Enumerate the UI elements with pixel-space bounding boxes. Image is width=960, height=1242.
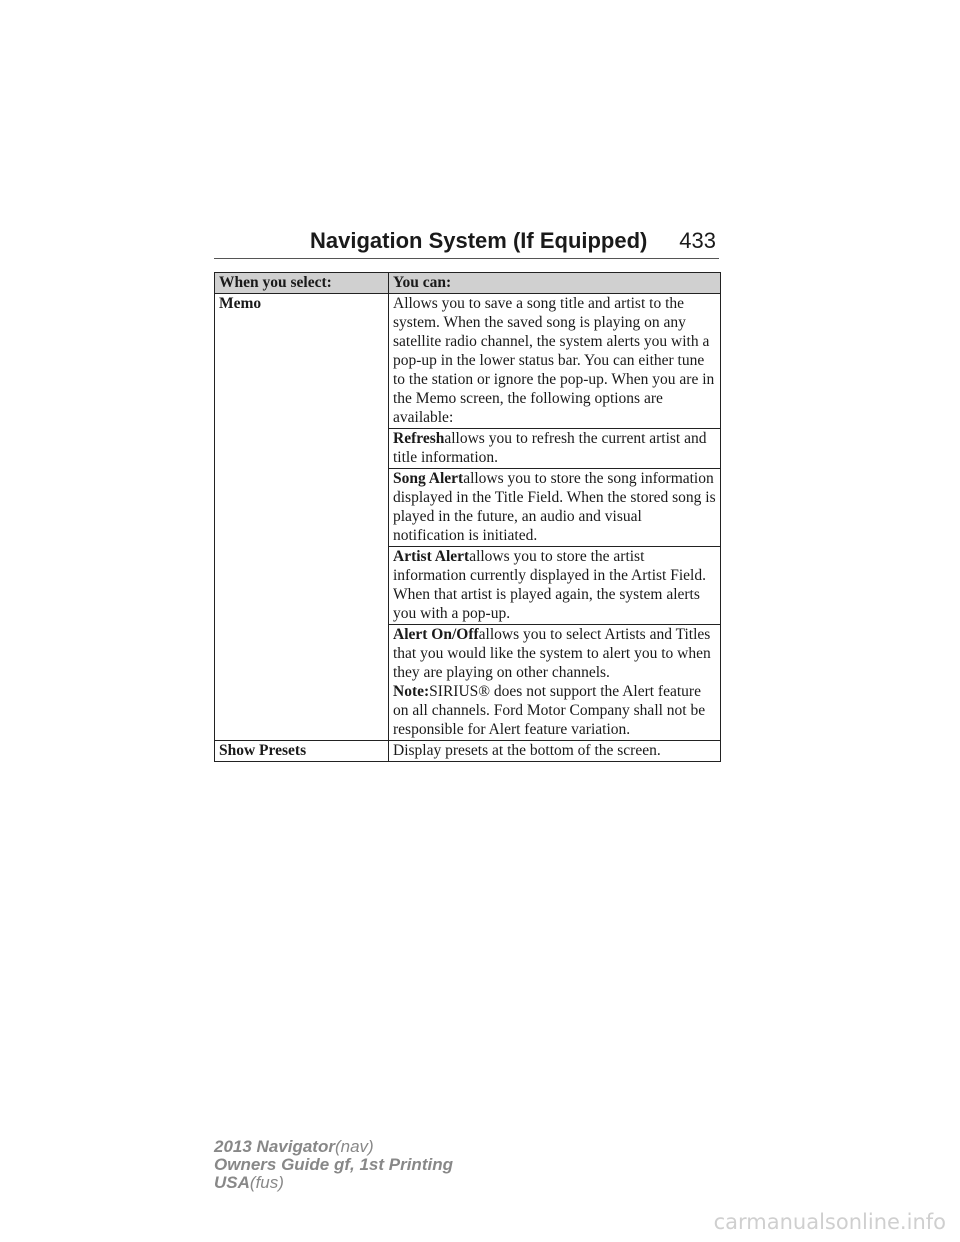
document-footer [214, 1138, 453, 1192]
option-term: Artist Alert [393, 548, 470, 565]
row-label-memo: Memo [215, 294, 389, 741]
option-song-alert [389, 469, 721, 547]
alert-on-off-text [393, 625, 717, 682]
watermark-text: carmanualsonline.info [713, 1210, 946, 1234]
footer-line-region [214, 1174, 453, 1192]
footer-line-model [214, 1138, 453, 1156]
alert-note [393, 682, 717, 739]
option-term: Alert On/Off [393, 626, 479, 643]
column-header-action: You can: [389, 273, 721, 294]
options-table [214, 272, 721, 762]
option-text: allows you to select Artists and Titles that you would like the system to alert you to when they are playing on other channels. [393, 626, 711, 681]
table-row-show-presets [215, 741, 721, 762]
option-term: Refresh [393, 430, 445, 447]
page-number: 433 [679, 228, 716, 253]
footer-region-code: (fus) [249, 1173, 284, 1192]
option-text: allows you to store the artist information currently displayed in the Artist Field. When that artist is played again, the system alerts you with a pop-up. [393, 548, 706, 622]
page-title: Navigation System (If Equipped) [310, 228, 648, 253]
option-alert-on-off [389, 625, 721, 741]
row-label-show-presets: Show Presets [215, 741, 389, 762]
page-header [214, 226, 719, 259]
footer-region: USA [214, 1173, 250, 1192]
show-presets-description: Display presets at the bottom of the screen. [389, 741, 721, 762]
footer-model-code: (nav) [334, 1137, 374, 1156]
option-text: allows you to store the song information displayed in the Title Field. When the stored song is played in the future, an audio and visual notification is initiated. [393, 470, 716, 544]
table-header-row [215, 273, 721, 294]
note-text: SIRIUS® does not support the Alert feature on all channels. Ford Motor Company shall not be responsible for Alert feature variation. [393, 683, 706, 738]
footer-model: 2013 Navigator [214, 1137, 335, 1156]
memo-description: Allows you to save a song title and artist to the system. When the saved song is playing on any satellite radio channel, the system alerts you with a pop-up in the lower status bar. You can either tune to the station or ignore the pop-up. When you are in the Memo screen, the following options are available: [389, 294, 721, 429]
option-term: Song Alert [393, 470, 464, 487]
option-text: allows you to refresh the current artist and title information. [393, 430, 707, 466]
note-label: Note: [393, 683, 430, 700]
column-header-select: When you select: [215, 273, 389, 294]
option-refresh [389, 429, 721, 469]
table-row-memo [215, 294, 721, 429]
footer-printing: Owners Guide gf, 1st Printing [214, 1155, 453, 1174]
option-artist-alert [389, 547, 721, 625]
